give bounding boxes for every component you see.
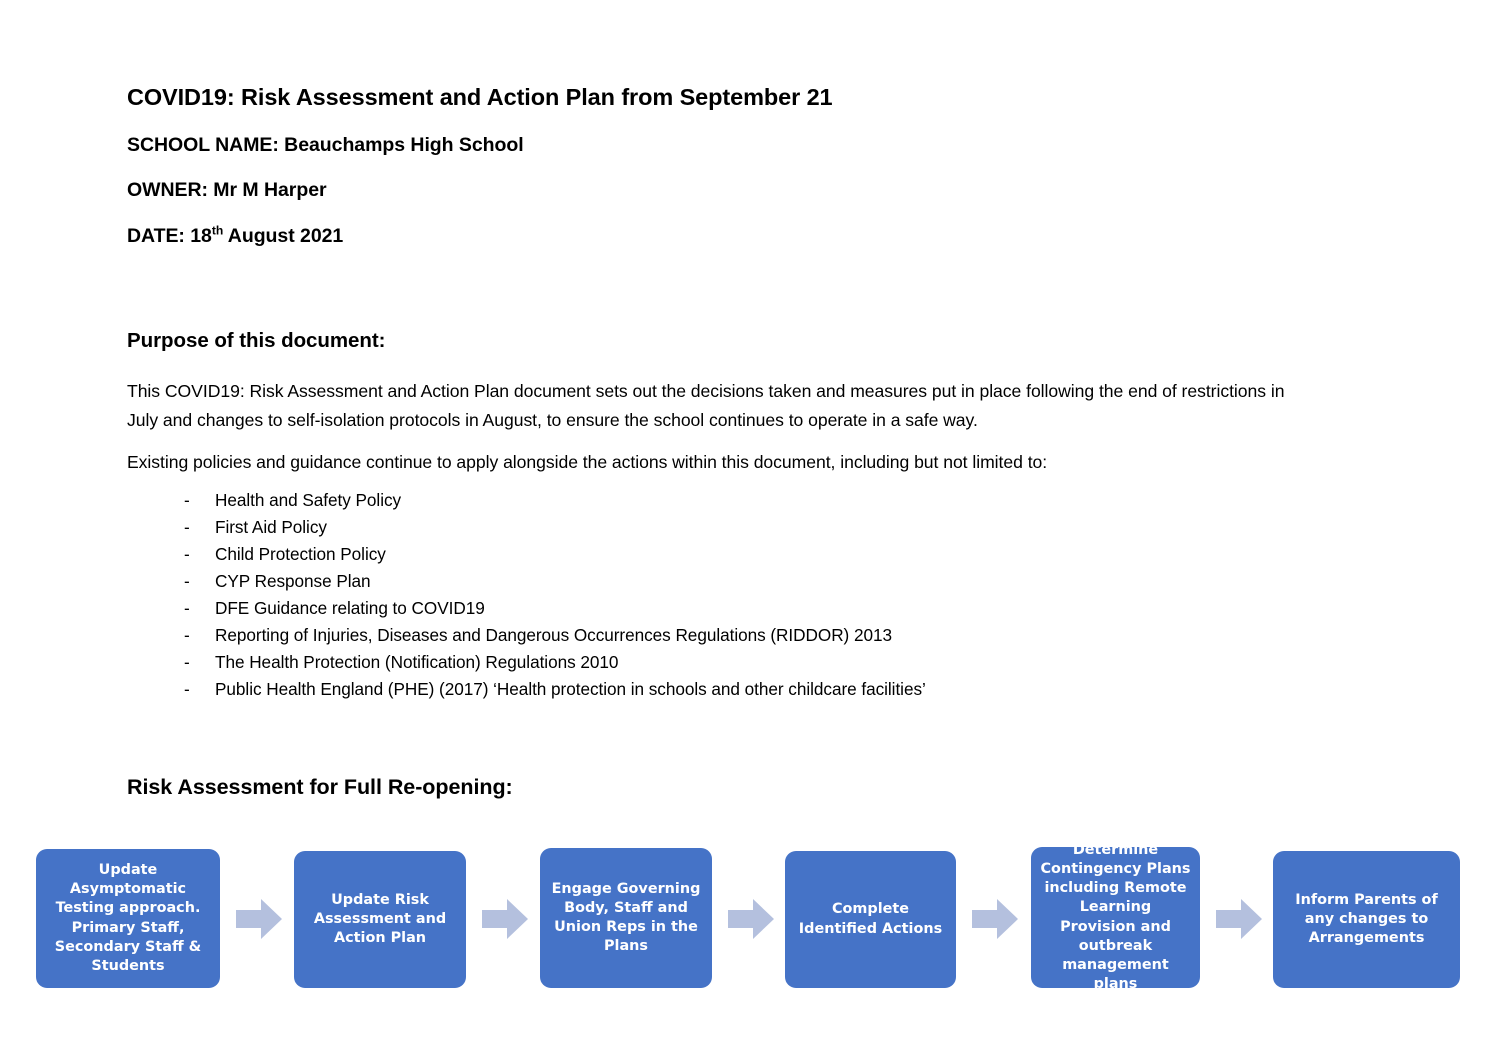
date-ordinal-suffix: th (211, 223, 224, 238)
list-item-label: Child Protection Policy (215, 543, 386, 564)
flow-step-2[interactable] (294, 851, 466, 988)
list-item-label: Public Health England (PHE) (2017) ‘Health protection in schools and other childcare facilities’ (215, 678, 926, 699)
bullet-dash-icon: - (184, 543, 190, 564)
bullet-dash-icon: - (184, 597, 190, 618)
flow-step-3-label: Engage Governing Body, Staff and Union Reps in the Plans (551, 880, 701, 955)
flow-step-4[interactable] (785, 851, 956, 988)
date-line (127, 225, 1367, 247)
list-item (127, 568, 926, 595)
flow-step-5[interactable] (1031, 841, 1200, 992)
date-prefix: DATE: 18 (127, 224, 212, 247)
flow-step-5-label: Determine Contingency Plans including Remote Learning Provision and outbreak management plans (1040, 841, 1191, 992)
flow-step-3[interactable] (540, 848, 712, 988)
bullet-dash-icon: - (184, 624, 190, 645)
list-item (127, 595, 926, 622)
bullet-dash-icon: - (184, 651, 190, 672)
list-item-label: CYP Response Plan (215, 570, 371, 591)
page-title: COVID19: Risk Assessment and Action Plan from September 21 (127, 84, 833, 110)
flow-arrow-2 (482, 899, 528, 939)
flow-step-1-label: Update Asymptomatic Testing approach. Primary Staff, Secondary Staff & Students (54, 862, 202, 974)
list-item-label: The Health Protection (Notification) Regulations 2010 (215, 651, 619, 672)
list-item-label: Health and Safety Policy (215, 489, 402, 510)
flow-step-4-label: Complete Identified Actions (798, 901, 943, 937)
flow-step-6[interactable] (1273, 851, 1460, 988)
policy-list (127, 487, 926, 703)
list-item (127, 622, 926, 649)
bullet-dash-icon: - (184, 570, 190, 591)
flow-arrow-4 (972, 899, 1018, 939)
bullet-dash-icon: - (184, 489, 190, 510)
purpose-paragraph-1: This COVID19: Risk Assessment and Action Plan document sets out the decisions taken and measures put in place following the end of restrictions in July and changes to self-isolation protocols in August, to ensure the school continues to operate in a safe way. (127, 381, 1285, 430)
list-item (127, 541, 926, 568)
list-item-label: Reporting of Injuries, Diseases and Dangerous Occurrences Regulations (RIDDOR) 2013 (215, 624, 892, 645)
list-item-label: DFE Guidance relating to COVID19 (215, 597, 485, 618)
flow-arrow-5 (1216, 899, 1262, 939)
bullet-dash-icon: - (184, 678, 190, 699)
list-item (127, 649, 926, 676)
school-name-line: SCHOOL NAME: Beauchamps High School (127, 134, 524, 157)
owner-line: OWNER: Mr M Harper (127, 179, 327, 202)
list-item (127, 487, 926, 514)
bullet-dash-icon: - (184, 516, 190, 537)
purpose-paragraph-2: Existing policies and guidance continue to apply alongside the actions within this document, including but not limited to: (127, 452, 1048, 472)
flow-arrow-1 (236, 899, 282, 939)
flow-step-2-label: Update Risk Assessment and Action Plan (313, 891, 447, 947)
flow-step-1[interactable] (36, 849, 220, 988)
document-header-block (127, 84, 1367, 247)
list-item (127, 676, 926, 703)
list-item-label: First Aid Policy (215, 516, 327, 537)
date-rest: August 2021 (223, 224, 344, 247)
flow-step-6-label: Inform Parents of any changes to Arrangements (1295, 891, 1438, 947)
flow-arrow-3 (728, 899, 774, 939)
purpose-heading: Purpose of this document: (127, 329, 386, 352)
risk-assessment-heading: Risk Assessment for Full Re-opening: (127, 775, 513, 799)
list-item (127, 514, 926, 541)
